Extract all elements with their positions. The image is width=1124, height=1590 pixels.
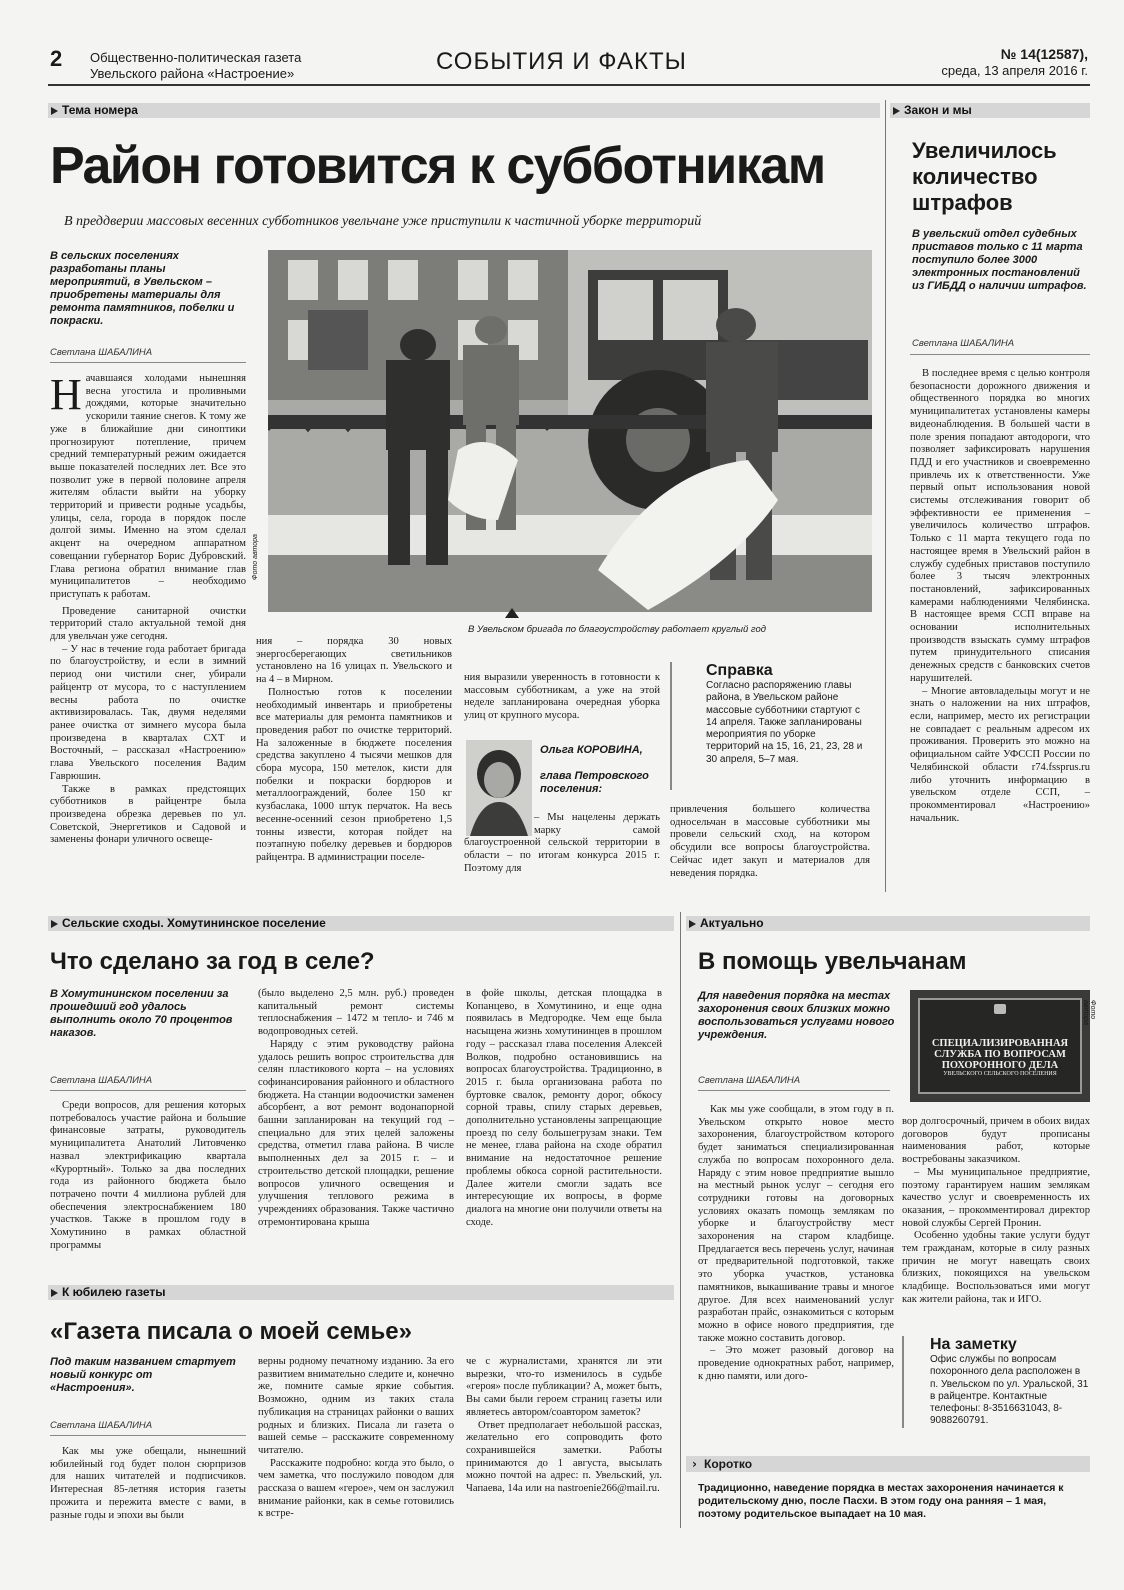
village-article-byline: Светлана ШАБАЛИНА — [50, 1075, 153, 1086]
main-col4-body: привлечения большего количества односельчан в массовые субботники мы провели сельский сход, на котором обсудили все вопросы благоустройства. Сейчас идет закуп и материалов для неведения порядка. — [670, 804, 870, 879]
rubric-law: Закон и мы — [890, 103, 1090, 118]
sign-line1: СПЕЦИАЛИЗИРОВАННАЯ — [931, 1038, 1069, 1049]
main-article-col3 — [464, 672, 660, 723]
help-note-text: Офис службы по вопросам похоронного дела расположен в п. Увельском по ул. Уральской, 31 в райцентре. Контактные телефоны: 8-3516631043, 8-9088260791. — [930, 1354, 1089, 1427]
sign-line3: ПОХОРОННОГО ДЕЛА — [941, 1060, 1059, 1071]
help-article-col2 — [902, 1116, 1090, 1307]
quote-body: – Мы нацелены держать марку самой благоустроенной сельской территории в области – по итогам конкурса 2015 г. Поэтому для — [464, 812, 660, 874]
header-divider — [48, 84, 1090, 86]
anniversary-article-col1 — [50, 1446, 246, 1522]
anniversary-col3-first: че с журналистами, хранятся ли эти вырезки, что-то изменилось в судьбе «героя» после публикации? А, может быть, Вы сами были героем страниц газеты или являетесь автором/соавтором заметок? — [466, 1356, 662, 1418]
chevron-right-icon: › — [692, 1457, 697, 1471]
anniversary-article-title: «Газета писала о моей семье» — [50, 1318, 412, 1345]
village-col2-p2: Наряду с этим руководству района удалось решить вопрос строительства для селян пластикового корта – на условиях софинансирования районного и областного бюджета. На станции водоочистки заменен абсорбент, а вот ремонт водонапорной башни запланирован на текущий год – специально для этих целей заложены средства, отметил глава района. В числе выполненных дел за 2015 г. – и строительство детской площадки, решение вопросов уличного освещения и улучшения теплового режима в учреждениях образования. Также частично отремонтирована крыша — [258, 1038, 454, 1228]
main-article-lead: В сельских поселениях разработаны планы мероприятий, в Увельском – приобретены материалы для ремонта памятников, побелки и покраски. — [50, 250, 235, 327]
village-article-col1 — [50, 1100, 246, 1252]
help-col1-p1: Как мы уже сообщали, в этом году в п. Увельском открыто новое место захоронения, благоустройством которого будет заниматься специализированная служба по вопросам похоронного дела. Наряду с этим новое предприятие вышло на местный рынок услуг – сегодня его сотрудники готовы на договорных условиях оказать помощь землякам по уборке и благоустройству мест захоронения на старом кладбище. Предлагается весь перечень услуг, начиная от предварительной подготовкой, также это уборка участков, установка памятников, выкашивание травы и многое другое. Для всех наименований услуг разработан прайс, ознакомиться с которым можно в офисе нового предприятия, где также можно составить договор. — [698, 1104, 894, 1344]
main-article-byline: Светлана ШАБАЛИНА — [50, 347, 153, 358]
rubric-main: Тема номера — [48, 103, 880, 118]
right-column-divider — [885, 100, 886, 892]
anniversary-article-col2 — [258, 1356, 454, 1521]
help-col2-p2: – Мы муниципальное предприятие, поэтому гарантируем нашим землякам качество услуг и своевременность их оказания, – прокомментировал директор новой службы Сергей Пронин. — [902, 1166, 1090, 1229]
help-byline-rule — [698, 1090, 890, 1091]
help-note-title: На заметку — [930, 1336, 1017, 1353]
byline-rule — [50, 362, 246, 363]
law-byline-rule — [910, 354, 1090, 355]
law-article-byline: Светлана ШАБАЛИНА — [912, 338, 1015, 349]
main-article-title: Район готовится к субботникам — [50, 137, 825, 195]
anniversary-article-col3 — [466, 1356, 662, 1496]
quote-name: Ольга КОРОВИНА, — [540, 744, 643, 756]
quote-text — [464, 812, 660, 876]
anniversary-col1-p1: Как мы уже обещали, нынешний юбилейный год будет полон сюрпризов для наших читателей и подписчиков. Интересная 85-летняя история газеты прожита и пережита вместе с вами, в разные годы и эпохи вы были — [50, 1446, 246, 1521]
main-col1-first: ачавшаяся холодами нынешняя весна угостила и проливными дождями, которые значительно ускорили таяние снегов. К тому же уже в ближайшие дни синоптики прогнозируют потепление, причем средний температурный режим ожидается выше показателей последних лет. Все это позволит уже в первой половине апреля жителям области выйти на уборку территорий и привести родные усадьбы, улицы, села, города в порядок после долгой зимы. Именно на этом сделал акцент на очередном аппаратном совещании губернатор Борис Дубровский. Глава региона обратил внимание глав муниципалитетов – необходимо приступать к работам. — [50, 373, 246, 600]
help-article-byline: Светлана ШАБАЛИНА — [698, 1075, 801, 1086]
law-article-lead: В увельский отдел судебных приставов только с 11 марта поступило более 3000 электронных постановлений из ГИБДД о наличии штрафов. — [912, 228, 1087, 292]
brief-text: Традиционно, наведение порядка в местах захоронения начинается к родительскому дню, после Пасхи. В этом году она ранняя – 1 мая, поэтому родительское выпадает на 10 мая. — [698, 1482, 1064, 1520]
quote-role: глава Петровского поселения: — [540, 770, 649, 795]
brief-header — [686, 1456, 1090, 1472]
main-col2-first: ния – порядка 30 новых энергосберегающих светильников установлено на 16 улицах п. Увельского и на 4 – в Мирном. — [256, 636, 452, 686]
anniversary-article-lead: Под таким названием стартует новый конкурс от «Настроения». — [50, 1356, 236, 1394]
help-article-lead: Для наведения порядка на местах захоронения своих близких можно воспользоваться услугами нового учреждения. — [698, 990, 895, 1041]
main-col1-p2: Проведение санитарной очистки территорий стало актуальной темой дня для увельчан уже сегодня. — [50, 605, 246, 643]
page-number: 2 — [50, 46, 63, 71]
anniversary-col2-p2: Расскажите подробно: когда это было, о чем заметка, что послужило поводом для рассказа о вашем «герое», чем он заслужил внимание районки, как в семье готовились к встре- — [258, 1457, 454, 1520]
main-article-col2 — [256, 636, 452, 865]
anniversary-col3-p2: Ответ предполагает небольшой рассказ, желательно его сопроводить фото сохранившейся заметки. Работы принимаются до 1 августа, высылать можно почтой на адрес: п. Увельский, ул. Чапаева, 14а или на nastroenie266@mail.ru. — [466, 1419, 662, 1495]
note-box — [670, 662, 870, 790]
rubric-anniversary: К юбилею газеты — [48, 1285, 674, 1300]
main-col3-first: ния выразили уверенность в готовности к массовым субботникам, а уже на этой неделе запланирована очередная уборка улиц от крупного мусора. — [464, 672, 660, 722]
law-p1: В последнее время с целью контроля безопасности дорожного движения и общественного порядка во многих муниципалитетах установлены камеры видеонаблюдения. В большей части в поле зрения попадают автодороги, что позволяет зафиксировать нарушения ПДД и его участников и своевременно привлечь их к ответственности. Уже первый опыт использования новой системы отслеживания говорит об эффективности ее применения – увеличилось количество штрафов. Только с 11 марта текущего года по настоящее время в Увельский район в службу судебных приставов поступило более 3 тысяч электронных постановлений, зафиксированных камерами наблюдениями Челябинска. В настоящее время ССП вправе на основании исполнительных производств взыскать сумму штрафов путем принудительного списания денежных средств с банковских счетов нарушителей. — [910, 368, 1090, 684]
rubric-village: Сельские сходы. Хомутининское поселение — [48, 916, 674, 931]
section-title: СОБЫТИЯ И ФАКТЫ — [436, 48, 687, 75]
note-text: Согласно распоряжению главы района, в Увельском районе массовые субботники стартуют с 14 апреля. Также запланированы мероприятия по уборке территорий на 15, 16, 21, 23, 28 и 30 апреля, 5–7 мая. — [706, 680, 863, 765]
issue-date: среда, 13 апреля 2016 г. — [941, 63, 1088, 78]
issue-number: № 14(12587), — [1000, 46, 1088, 62]
help-photo-credit: Фото автора — [1082, 1000, 1096, 1025]
tractor-workers-illustration — [268, 250, 872, 612]
help-col2-first: вор долгосрочный, причем в обоих видах договоров будут прописаны наименования работ, которые востребованы заказчиком. — [902, 1116, 1090, 1166]
help-col2-p3: Особенно удобны такие услуги будут тем гражданам, которые в силу разных причин не могут навещать своих близких, покоящихся на увельском кладбище. Воспользоваться ими могут как жители района, так и ИГО. — [902, 1230, 1090, 1305]
help-sign-photo — [910, 990, 1090, 1102]
crest-icon — [994, 1004, 1006, 1014]
main-col2-p2: Полностью готов к поселении необходимый инвентарь и приобретены все материалы для ремонта памятников и проведения работ по очистке территорий. На заложенные в бюджете поселения средства закуплено 4 тысячи мешков для сбора мусора, 150 метелок, кисти для побелки и покраски бордюров и металлоограждений, более 150 кг кузбаслака, 1000 штук перчаток. На весь весенне-осенний сезон приобретено 1,5 тонны извести, которая пойдет на поэтапную побелку деревьев и бордюров райцентра. В администрации поселе- — [256, 686, 452, 863]
help-article-col1 — [698, 1104, 894, 1383]
help-article-title: В помощь увельчанам — [698, 948, 967, 975]
village-article-lead: В Хомутининском поселении за прошедший год удалось выполнить около 70 процентов наказов. — [50, 988, 233, 1039]
main-photo-credit: Фото автора — [252, 534, 259, 580]
village-col1-p1: Среди вопросов, для решения которых потребовалось участие района и большие финансовые затраты, руководитель муниципалитета Анатолий Литовченко назвал электрификацию квартала «Курортный». Только за два последних года из районного бюджета было потрачено почти 4 миллиона рублей для обеспечения электроснабжением 180 участков. Также в прошлом году в Хомутинино в рамках областной программы — [50, 1100, 246, 1251]
paper-name-line1: Общественно-политическая газета — [90, 50, 302, 65]
help-col1-p2: – Это может разовый договор на проведение однократных работ, например, к дню памяти, или дого- — [698, 1345, 894, 1382]
dropcap: Н — [50, 370, 82, 419]
law-article-text — [910, 368, 1090, 825]
note-title: Справка — [706, 662, 773, 679]
anniversary-col2-first: верны родному печатному изданию. За его развитием внимательно следите и, конечно же, помните самые яркие события. Возможно, одним из таких стала публикация на страницах районки о ваших родных и близких. Писала ли газета о вашей семье – расскажите современному читателю. — [258, 1356, 454, 1456]
village-article-col2 — [258, 988, 454, 1229]
brief-rubric: Коротко — [704, 1457, 753, 1471]
village-article-col3 — [466, 988, 662, 1229]
main-article-col1 — [50, 370, 246, 847]
rubric-help: Актуально — [686, 916, 1090, 931]
main-col1-p3: – У нас в течение года работает бригада по благоустройству, и если в зимний период они чистили снег, убирали райцентр от мусора, то с наступлением весны работа по очистке активизировалась. Так, двумя неделями ранее очистка от зимнего мусора была произведена в кварталах СХТ и Восточный, – рассказал «Настроению» глава Увельского поселения Вадим Гаврюшин. — [50, 643, 246, 782]
sign-line2: СЛУЖБА ПО ВОПРОСАМ — [934, 1049, 1066, 1060]
main-article-col4 — [670, 804, 870, 880]
village-article-title: Что сделано за год в селе? — [50, 948, 375, 975]
sign-line4: УВЕЛЬСКОГО СЕЛЬСКОГО ПОСЕЛЕНИЯ — [943, 1071, 1057, 1077]
anniversary-article-byline: Светлана ШАБАЛИНА — [50, 1420, 153, 1431]
village-byline-rule — [50, 1090, 246, 1091]
main-photo-caption: В Увельском бригада по благоустройству работает круглый год — [468, 624, 767, 635]
village-col2-first: (было выделено 2,5 млн. руб.) проведен капитальный ремонт системы теплоснабжения – 1472 м тепло- и 746 м водопроводных сетей. — [258, 988, 454, 1038]
bottom-column-divider — [680, 912, 681, 1528]
anniversary-byline-rule — [50, 1435, 246, 1436]
law-article-title: Увеличилось количество штрафов — [912, 138, 1057, 215]
help-note-box — [902, 1336, 1090, 1428]
main-article-photo — [268, 250, 872, 612]
law-p2: – Многие автовладельцы могут и не знать о наложении на них штрафов, если, например, место их регистрации не совпадает с реальным адресом их проживания. Проверить это можно на официальном сайте УФССП России по Челябинской области r74.fssprus.ru либо уточнить информацию в увельском отделе ССП, – прокомментировал «Настроению» начальник. — [910, 685, 1090, 824]
triangle-marker-icon — [505, 608, 519, 618]
village-col3-body: в фойе школы, детская площадка в Копанцево, в Хомутинино, и еще одна появилась в Медгородке. Чем еще была насыщена жизнь хомутининцев в прошлом году – рассказал глава поселения Алексей Волков, подробно остановившись на вопросах благоустройства. Традиционно, в 2015 г. была организована работа по буртовке свалок, ремонту дорог, обкосу сорной травы, спилу старых деревьев, дополнительно установлены запрещающие проезд по селу большегрузам знаки. Тем не менее, глава района на сходе обратил внимание на недостаточное решение проблемы обкоса сорной растительности. Далее жители смогли задать все интересующие их вопросы, в форме диалога на многие они получили ответы на сходе. — [466, 988, 662, 1228]
main-article-subtitle: В преддверии массовых весенних субботников увельчане уже приступили к частичной уборке территорий — [64, 214, 702, 229]
main-col1-p4: Также в рамках предстоящих субботников в райцентре была произведена обрезка деревьев по ул. Советской, Энергетиков и Садовой и заменены фонари уличного освеще- — [50, 783, 246, 846]
paper-name-line2: Увельского района «Настроение» — [90, 66, 295, 81]
